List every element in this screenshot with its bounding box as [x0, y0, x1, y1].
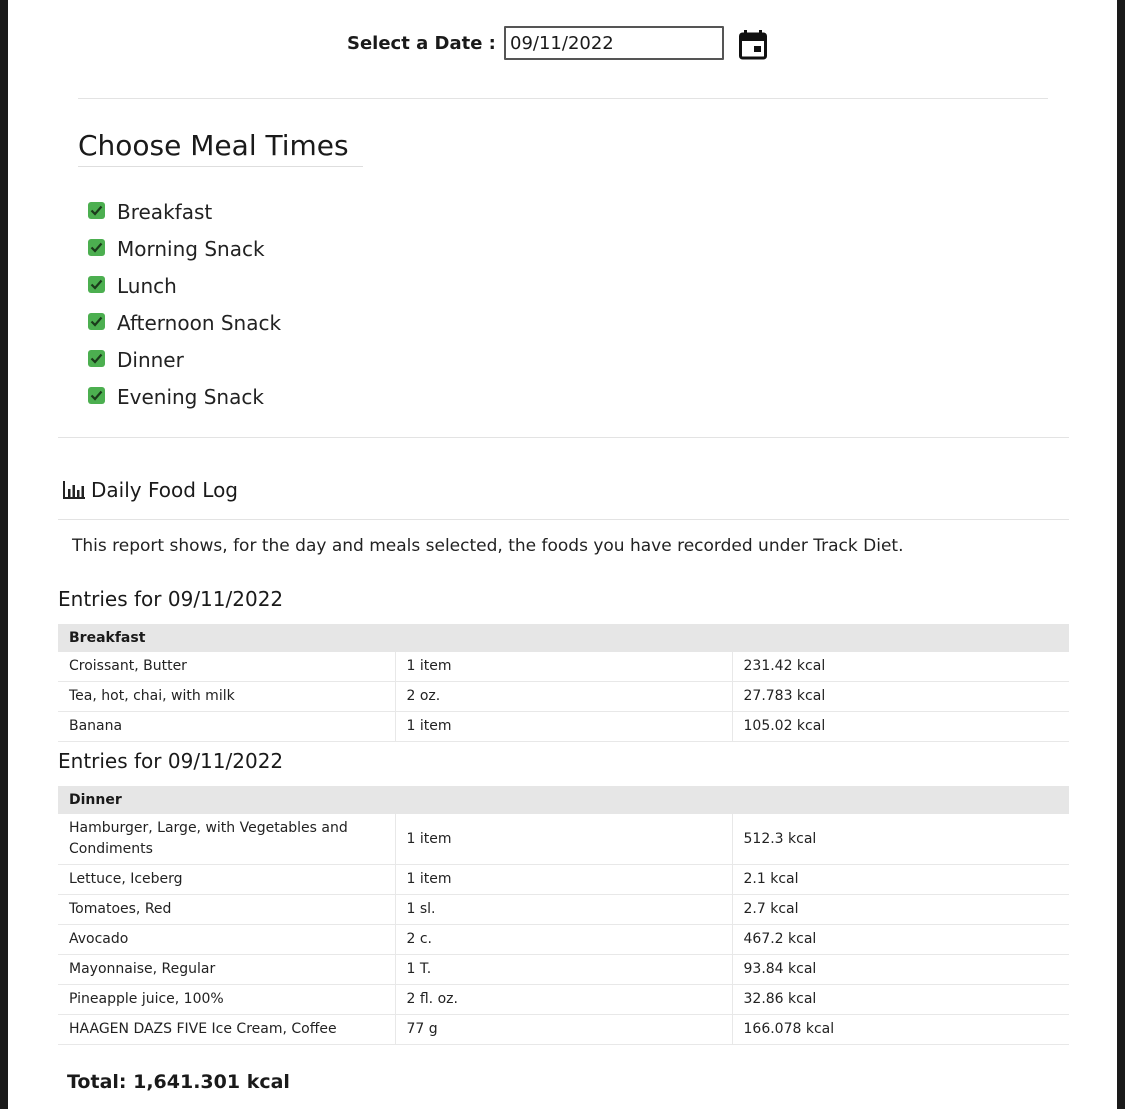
food-name: Tea, hot, chai, with milk [58, 682, 395, 712]
meal-time-item[interactable] [88, 273, 281, 310]
table-row [58, 955, 1069, 985]
food-name: Pineapple juice, 100% [58, 985, 395, 1015]
food-calories: 166.078 kcal [732, 1015, 1069, 1045]
food-quantity: 1 item [395, 652, 732, 682]
food-name: Croissant, Butter [58, 652, 395, 682]
food-calories: 512.3 kcal [732, 814, 1069, 865]
food-quantity: 2 fl. oz. [395, 985, 732, 1015]
table-row [58, 1015, 1069, 1045]
meal-time-item[interactable] [88, 236, 281, 273]
food-calories: 231.42 kcal [732, 652, 1069, 682]
table-row [58, 814, 1069, 865]
meal-header-row [58, 786, 1069, 814]
food-quantity: 2 c. [395, 925, 732, 955]
food-log-table [58, 624, 1069, 742]
food-quantity: 1 sl. [395, 895, 732, 925]
meal-time-label: Afternoon Snack [117, 311, 282, 335]
food-calories: 105.02 kcal [732, 712, 1069, 742]
daily-food-log-header [63, 478, 238, 502]
table-row [58, 925, 1069, 955]
checkmark-icon [90, 242, 103, 253]
checkbox[interactable] [88, 276, 105, 293]
divider [58, 519, 1069, 520]
food-name: Lettuce, Iceberg [58, 865, 395, 895]
food-quantity: 1 item [395, 814, 732, 865]
meal-time-item[interactable] [88, 384, 281, 421]
meal-time-label: Breakfast [117, 200, 213, 224]
meal-name: Breakfast [58, 624, 1069, 652]
date-label: Select a Date : [347, 33, 496, 54]
meal-time-label: Lunch [117, 274, 177, 298]
meal-times-list [88, 199, 281, 421]
page [8, 0, 1117, 1109]
meal-name: Dinner [58, 786, 1069, 814]
checkbox[interactable] [88, 350, 105, 367]
table-row [58, 865, 1069, 895]
food-name: Avocado [58, 925, 395, 955]
food-quantity: 1 item [395, 712, 732, 742]
meal-time-item[interactable] [88, 199, 281, 236]
table-row [58, 682, 1069, 712]
food-calories: 2.1 kcal [732, 865, 1069, 895]
checkbox[interactable] [88, 202, 105, 219]
checkbox[interactable] [88, 387, 105, 404]
food-name: Tomatoes, Red [58, 895, 395, 925]
table-row [58, 895, 1069, 925]
date-selector [8, 26, 1117, 62]
calendar-icon[interactable] [739, 30, 767, 60]
checkmark-icon [90, 353, 103, 364]
daily-food-log-title: Daily Food Log [91, 478, 239, 502]
food-quantity: 77 g [395, 1015, 732, 1045]
table-row [58, 652, 1069, 682]
food-calories: 93.84 kcal [732, 955, 1069, 985]
entries-title: Entries for 09/11/2022 [58, 587, 284, 611]
date-input[interactable] [504, 26, 724, 60]
report-description: This report shows, for the day and meals selected, the foods you have recorded under Track Diet. [72, 536, 904, 556]
total-calories: Total: 1,641.301 kcal [67, 1071, 290, 1093]
divider [78, 98, 1048, 99]
food-quantity: 1 item [395, 865, 732, 895]
food-log-table [58, 786, 1069, 1045]
divider [58, 437, 1069, 438]
checkmark-icon [90, 316, 103, 327]
food-name: HAAGEN DAZS FIVE Ice Cream, Coffee [58, 1015, 395, 1045]
food-quantity: 1 T. [395, 955, 732, 985]
checkmark-icon [90, 390, 103, 401]
food-calories: 2.7 kcal [732, 895, 1069, 925]
meal-times-title: Choose Meal Times [78, 129, 363, 167]
food-calories: 467.2 kcal [732, 925, 1069, 955]
meal-time-label: Evening Snack [117, 385, 264, 409]
food-calories: 27.783 kcal [732, 682, 1069, 712]
meal-header-row [58, 624, 1069, 652]
bar-chart-icon [63, 481, 85, 499]
food-name: Mayonnaise, Regular [58, 955, 395, 985]
food-name: Banana [58, 712, 395, 742]
meal-time-label: Morning Snack [117, 237, 265, 261]
table-row [58, 712, 1069, 742]
checkmark-icon [90, 205, 103, 216]
checkbox[interactable] [88, 239, 105, 256]
table-row [58, 985, 1069, 1015]
meal-time-item[interactable] [88, 310, 281, 347]
meal-time-item[interactable] [88, 347, 281, 384]
food-quantity: 2 oz. [395, 682, 732, 712]
meal-time-label: Dinner [117, 348, 184, 372]
entries-title: Entries for 09/11/2022 [58, 749, 284, 773]
food-name: Hamburger, Large, with Vegetables and Condiments [58, 814, 395, 865]
checkmark-icon [90, 279, 103, 290]
food-calories: 32.86 kcal [732, 985, 1069, 1015]
checkbox[interactable] [88, 313, 105, 330]
